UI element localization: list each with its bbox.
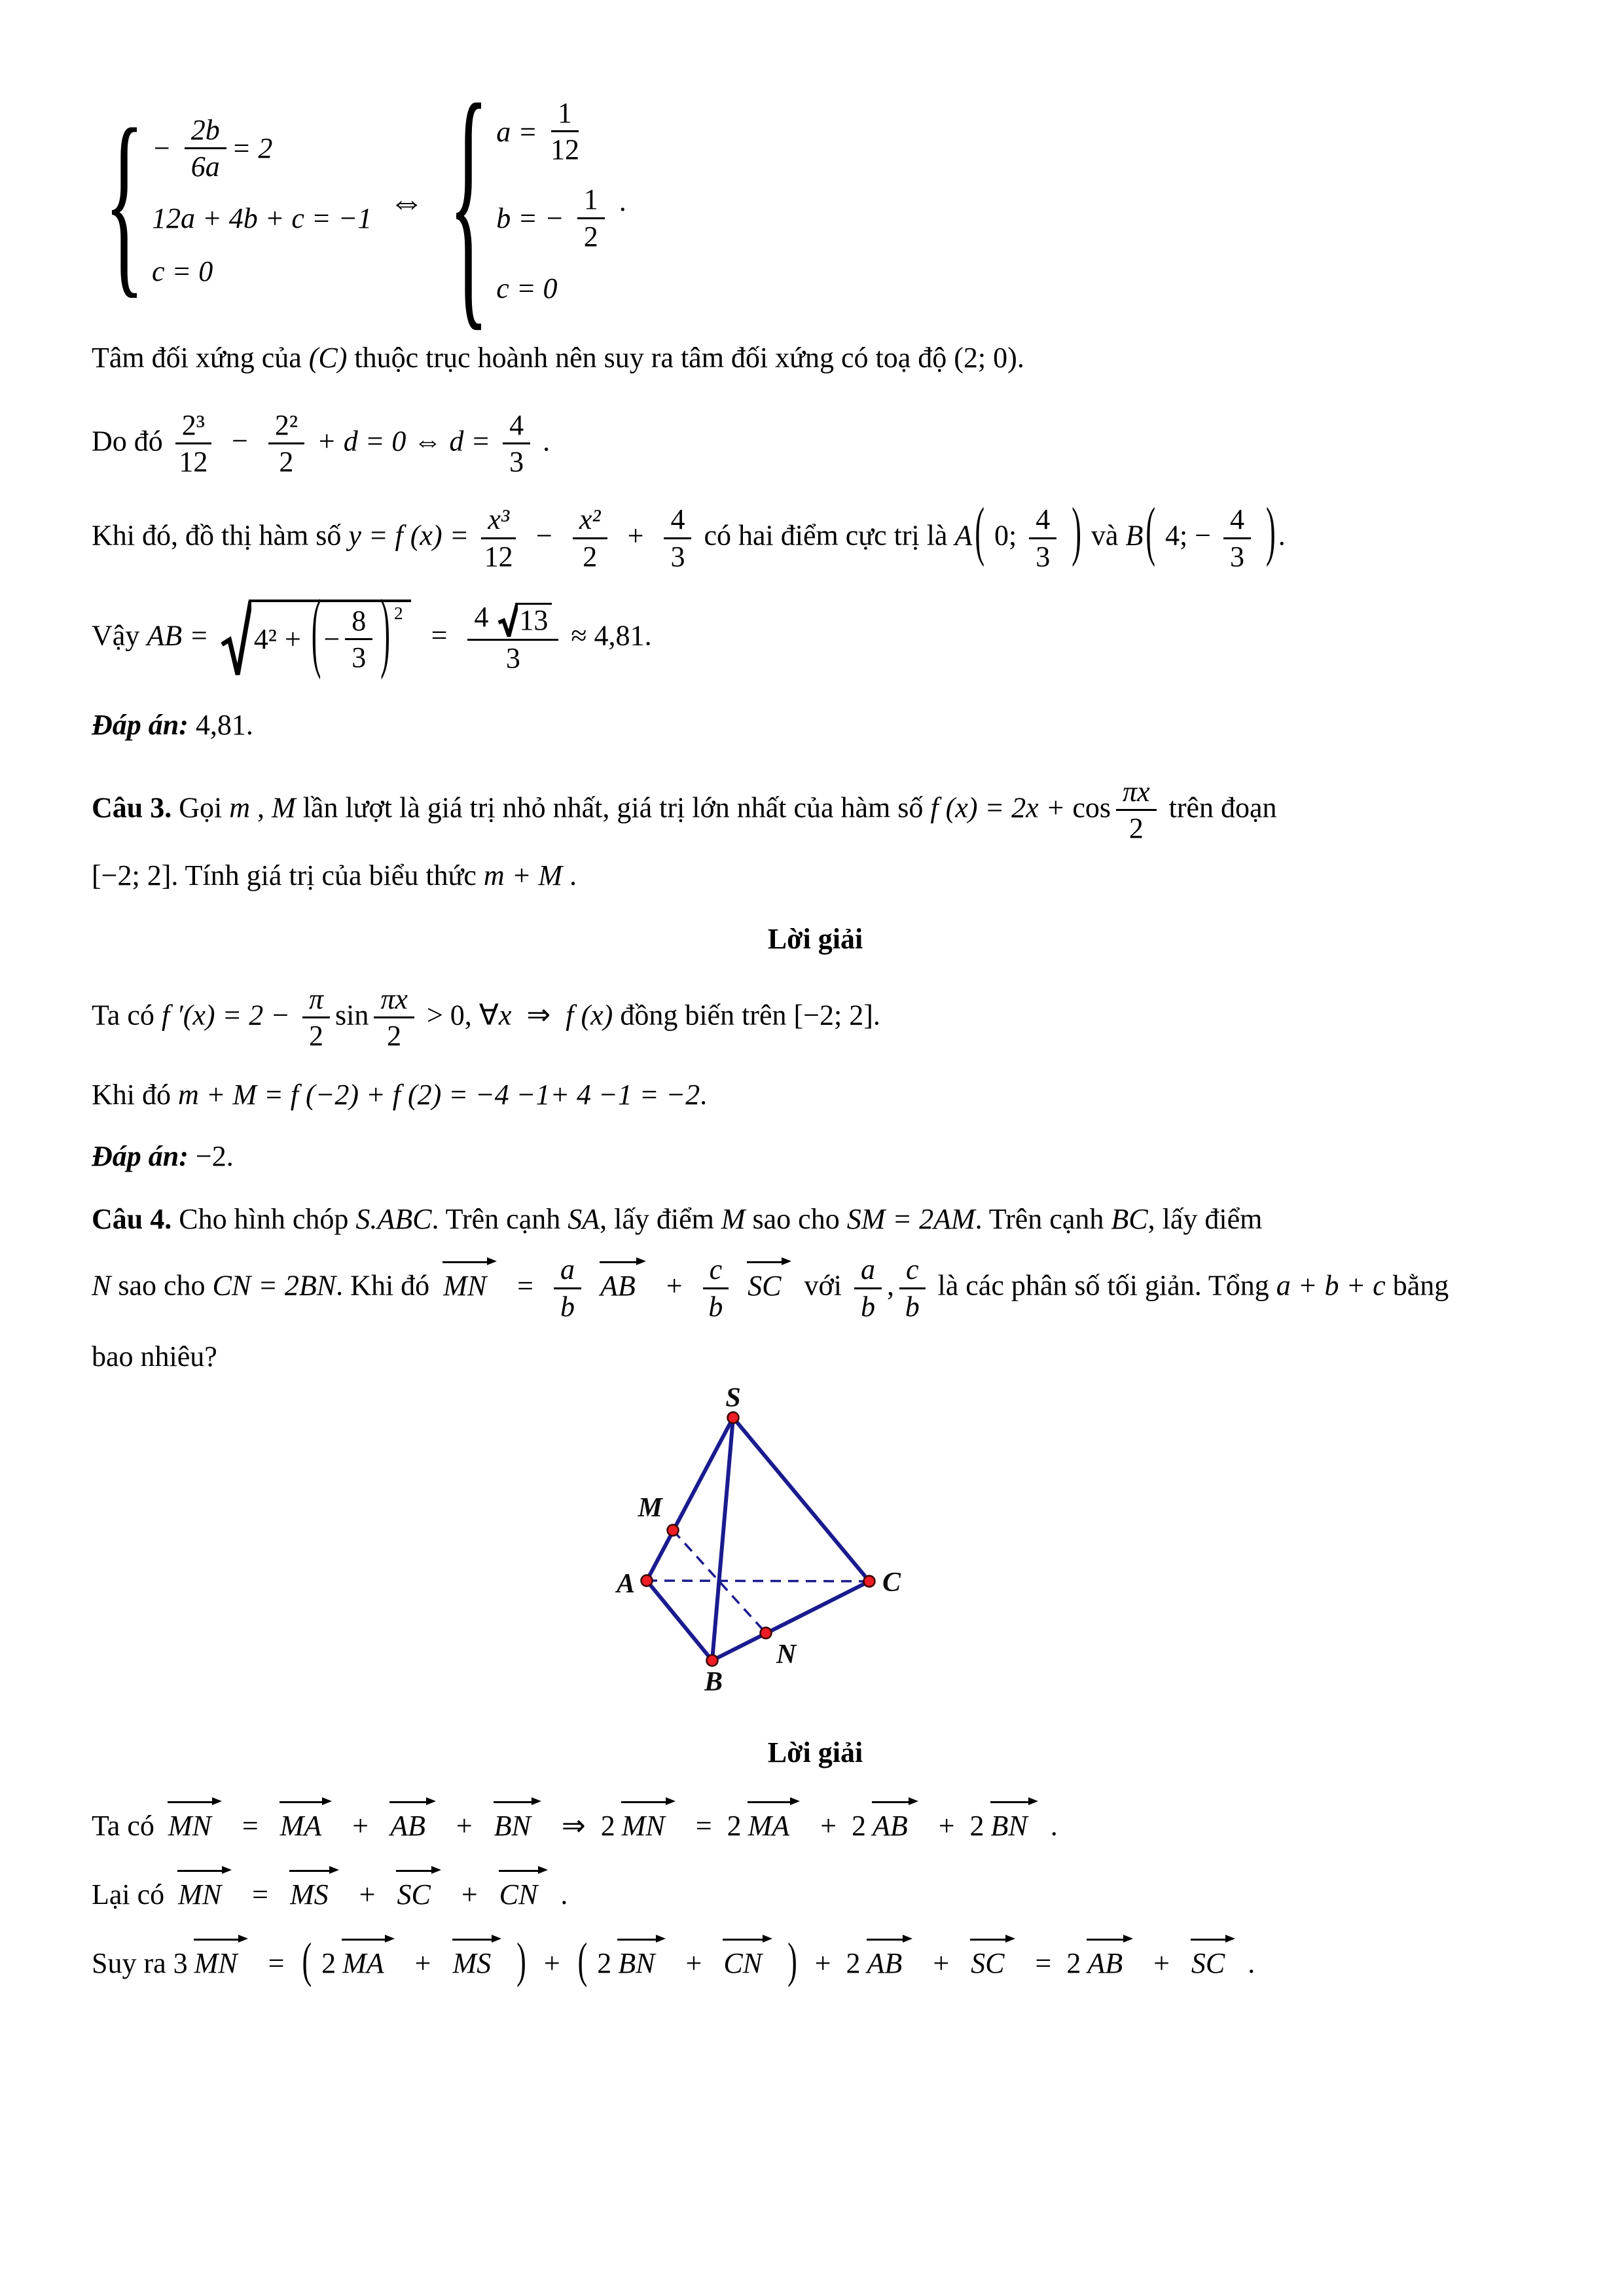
edge-BC: BC	[1111, 1203, 1148, 1236]
vector-CN: CN	[722, 1933, 772, 1982]
question-4-solution-1	[92, 1795, 1539, 1844]
denominator: 3	[1036, 540, 1051, 573]
vector-AB: AB	[1086, 1933, 1133, 1982]
text-run: thuộc trục hoành nên suy ra tâm đối xứng có toạ độ	[347, 341, 954, 374]
fraction-2cubed-12	[175, 410, 211, 477]
equation-vay-ab	[92, 581, 1539, 681]
math-run: ≈ 4,81	[571, 619, 645, 651]
solution-row-c: c = 0	[496, 272, 558, 304]
text-run: Khi đó	[92, 1079, 178, 1111]
fraction-a-b	[554, 1255, 581, 1321]
numerator: a	[854, 1255, 882, 1289]
op-minus: −	[536, 519, 552, 552]
fraction-2squared-2	[268, 410, 304, 477]
var-M: M	[272, 791, 296, 824]
text-run: và	[1091, 519, 1126, 552]
pyramid-svg	[609, 1386, 923, 1713]
denominator: 2	[308, 1019, 323, 1052]
fraction-pix-2	[1116, 777, 1157, 844]
period: .	[553, 1878, 568, 1911]
op-plus: +	[627, 519, 644, 552]
denominator: 2	[387, 1019, 402, 1052]
denominator: 3	[509, 446, 524, 478]
op-plus: +	[666, 1269, 683, 1302]
denominator: 6a	[190, 150, 220, 183]
equation-do-do	[92, 410, 1539, 477]
fraction-4sqrt13-3	[467, 602, 558, 673]
period: .	[1043, 1809, 1058, 1842]
text-run: sao cho	[111, 1269, 213, 1302]
question-3-solution-1	[92, 984, 1539, 1051]
period: .	[873, 998, 880, 1031]
label-N: N	[776, 1639, 797, 1670]
numerator: 1	[551, 98, 579, 132]
relation-SM: SM = 2AM	[846, 1203, 975, 1236]
interval: [−2; 2]	[793, 998, 873, 1031]
answer-line-1	[92, 708, 1539, 742]
iff-symbol: ⇔	[389, 181, 425, 221]
vector-MN: MN	[167, 1795, 222, 1844]
fraction-c-b	[703, 1255, 729, 1321]
numerator: 2³	[175, 410, 211, 444]
op-equals: =	[268, 1947, 285, 1980]
numerator: 4	[503, 410, 530, 444]
numerator: 4	[664, 505, 691, 539]
op-plus: +	[933, 1947, 950, 1980]
vector-SC: SC	[395, 1864, 441, 1913]
paren-open: (	[1146, 493, 1155, 567]
vertex-dot-A	[641, 1575, 653, 1586]
numerator: x²	[573, 505, 607, 539]
equation-khi-do-graph	[92, 493, 1539, 573]
text-run: Ta có	[92, 998, 162, 1031]
text-run: Ta có	[92, 1809, 162, 1842]
question-4-line-1	[92, 1200, 1539, 1238]
op-plus: +	[461, 1878, 478, 1911]
period: .	[1278, 519, 1286, 552]
denominator: b	[708, 1290, 723, 1323]
fraction-4-3	[1223, 505, 1251, 571]
fraction-4-3	[664, 505, 691, 571]
vector-MN: MN	[193, 1933, 248, 1982]
vector-CN: CN	[498, 1864, 549, 1913]
math-run: y = f (x) =	[348, 519, 469, 552]
denominator: 3	[1230, 540, 1245, 573]
paren-open: (	[975, 493, 985, 567]
minus-sign: −	[152, 132, 171, 165]
coefficient-3: 3	[173, 1947, 188, 1980]
text-run: Gọi	[171, 791, 230, 824]
vector-BN: BN	[617, 1933, 665, 1982]
question-4-solution-3	[92, 1933, 1539, 1988]
coefficient-2: 2	[846, 1947, 861, 1980]
vertex-dot-C	[864, 1575, 875, 1587]
answer-value: −2.	[188, 1140, 234, 1173]
solution-heading-2: Lời giải	[767, 1736, 863, 1768]
text-run: , lấy điểm	[1147, 1203, 1263, 1236]
radical-icon	[221, 600, 251, 677]
point-B: B	[1125, 519, 1144, 552]
vector-AB: AB	[389, 1795, 436, 1844]
op-plus: +	[938, 1809, 955, 1842]
label-C: C	[882, 1567, 901, 1598]
numerator: 2b	[185, 115, 226, 149]
left-brace: {	[104, 87, 145, 316]
coefficient-2: 2	[851, 1809, 866, 1842]
question-4-line-3: bao nhiêu?	[92, 1340, 217, 1372]
vector-SC: SC	[969, 1933, 1015, 1982]
op-equals: =	[431, 619, 448, 651]
answer-line-2	[92, 1139, 1539, 1173]
op-equals: =	[695, 1809, 712, 1842]
op-equals: =	[1035, 1947, 1052, 1980]
label-S: S	[725, 1385, 741, 1413]
period: .	[1240, 1947, 1255, 1980]
text-run: Khi đó, đồ thị hàm số	[92, 519, 349, 552]
period: .	[700, 1079, 708, 1111]
fraction-pix-2	[374, 984, 414, 1051]
text-run: . Khi đó	[336, 1269, 437, 1302]
numerator: 1	[577, 185, 605, 219]
math-run: 13	[519, 604, 549, 637]
numerator: x³	[481, 505, 516, 539]
system-row-1	[152, 115, 372, 182]
op-plus: +	[359, 1878, 376, 1911]
text-run: trên đoạn	[1161, 791, 1277, 824]
fraction-8-3	[345, 606, 372, 673]
math-run: f ′(x) = 2 −	[161, 998, 290, 1031]
sqrt-13	[498, 603, 552, 637]
fraction-x2-2	[573, 505, 607, 571]
op-plus: +	[820, 1809, 837, 1842]
math-run: 4; −	[1164, 519, 1212, 552]
math-run: 0;	[994, 519, 1017, 552]
question-3-line-1	[92, 777, 1539, 844]
fraction-1-2	[577, 185, 605, 251]
separator: ,	[250, 791, 272, 824]
separator: ,	[886, 1269, 894, 1302]
solution-row-a	[496, 98, 609, 165]
period: .	[543, 425, 550, 457]
op-plus: +	[352, 1809, 369, 1842]
paren-open: (	[311, 581, 321, 681]
edge-SA: SA	[568, 1203, 600, 1236]
period: .	[562, 859, 577, 892]
fraction-a-b	[854, 1255, 882, 1321]
square-root	[221, 581, 411, 681]
numerator: πx	[1116, 777, 1157, 811]
op-plus: +	[284, 623, 301, 656]
pyramid-name: S.ABC	[355, 1203, 432, 1236]
answer-label: Đáp án:	[92, 709, 189, 742]
vector-AB: AB	[599, 1255, 646, 1304]
vertex-dot-S	[728, 1412, 739, 1423]
numerator: πx	[374, 984, 414, 1018]
answer-label: Đáp án:	[92, 1140, 189, 1173]
text-run: Tâm đối xứng của	[92, 341, 309, 374]
denominator: 2	[279, 446, 294, 478]
denominator: 2	[583, 540, 598, 573]
point-dot-N	[761, 1627, 772, 1638]
vector-SC: SC	[746, 1255, 791, 1304]
op-plus: +	[456, 1809, 473, 1842]
denominator: 12	[550, 134, 579, 166]
text-run: là các phân số tối giản. Tổng	[930, 1269, 1276, 1302]
fraction-4-3	[1029, 505, 1056, 571]
sin-function: sin	[335, 998, 369, 1031]
edge-AB	[647, 1581, 712, 1660]
system-row-2: 12a + 4b + c = −1	[152, 202, 372, 235]
question-3-solution-2	[92, 1076, 1539, 1113]
question-3-line-2	[92, 857, 1539, 894]
point-A: A	[954, 519, 973, 552]
text-run: Lại có	[92, 1878, 172, 1911]
op-plus: +	[1153, 1947, 1170, 1980]
text-run: . Tính giá trị của biểu thức	[171, 859, 484, 892]
denominator: b	[905, 1290, 920, 1323]
text-run: có hai điểm cực trị là	[704, 519, 955, 552]
fraction-1-12	[550, 98, 579, 165]
text-run: với	[804, 1269, 849, 1302]
op-implies: ⇒	[526, 998, 551, 1031]
op-equals: =	[242, 1809, 259, 1842]
text-run: lần lượt là giá trị nhỏ nhất, giá trị lớn nhất của hàm số	[295, 791, 931, 824]
paren-close: )	[1072, 493, 1081, 567]
vector-MA: MA	[279, 1795, 333, 1844]
superscript-2: 2	[393, 603, 403, 623]
text-run: . Trên cạnh	[975, 1203, 1111, 1236]
vector-MS: MS	[452, 1933, 502, 1982]
b-equals-minus: b = −	[496, 202, 564, 235]
fraction-4-3	[503, 410, 530, 477]
denominator: b	[860, 1290, 875, 1323]
numerator: c	[899, 1255, 926, 1289]
coefficient-2: 2	[727, 1809, 742, 1842]
math-run: 4²	[253, 623, 277, 656]
answer-value: 4,81.	[188, 709, 253, 742]
paren-close: )	[516, 1933, 526, 1988]
paren-open: (	[302, 1933, 312, 1988]
system-row-3: c = 0	[152, 255, 213, 288]
denominator: 3	[670, 540, 685, 573]
vector-BN: BN	[990, 1795, 1038, 1844]
op-equals: =	[252, 1878, 268, 1911]
question-4-solution-2	[92, 1864, 1539, 1913]
vector-BN: BN	[493, 1795, 541, 1844]
fraction-c-b	[899, 1255, 926, 1321]
point-dot-M	[668, 1524, 679, 1535]
text-run: , lấy điểm	[600, 1203, 721, 1236]
radical-icon	[498, 603, 518, 637]
period: .	[619, 185, 626, 218]
denominator: 3	[505, 642, 520, 675]
op-plus: +	[414, 1947, 431, 1980]
sum-abc: a + b + c	[1276, 1269, 1386, 1302]
op-equals: =	[517, 1269, 533, 1302]
text-run: bằng	[1385, 1269, 1449, 1302]
solution-row-b	[496, 185, 609, 251]
math-run: + d = 0 ⇔ d =	[317, 425, 491, 457]
pyramid-figure	[609, 1386, 923, 1720]
numerator: 8	[345, 606, 372, 640]
numerator	[467, 602, 558, 641]
numerator: 4	[1223, 505, 1251, 539]
vector-MS: MS	[289, 1864, 339, 1913]
period: .	[644, 619, 652, 651]
denominator: 3	[352, 641, 367, 673]
op-implies: ⇒	[561, 1809, 586, 1842]
fraction-2b-6a	[185, 115, 226, 182]
solution-heading-1: Lời giải	[767, 922, 863, 955]
edge-SC	[733, 1418, 869, 1581]
denominator: b	[560, 1290, 575, 1323]
text-run: Suy ra	[92, 1947, 173, 1980]
numerator: a	[554, 1255, 581, 1289]
coefficient-2: 2	[600, 1809, 615, 1842]
numerator: 2²	[268, 410, 304, 444]
vector-MN: MN	[442, 1255, 497, 1304]
text-run: Do đó	[92, 425, 170, 457]
denominator: 12	[484, 540, 513, 573]
math-run: m + M	[483, 859, 563, 892]
math-run: 4	[474, 601, 489, 634]
curve-C: (C)	[308, 341, 348, 374]
right-brace: {	[448, 49, 489, 354]
question-3-label: Câu 3.	[92, 791, 172, 824]
paren-close: )	[787, 1933, 797, 1988]
point-N: N	[92, 1269, 111, 1302]
numerator: π	[302, 984, 330, 1018]
text-run: đồng biến trên	[613, 998, 794, 1031]
text-run: Vậy	[92, 619, 147, 651]
text-run: Cho hình chóp	[171, 1203, 356, 1236]
math-run: m + M = f (−2) + f (2) = −4 −1+ 4 −1 = −2	[178, 1079, 700, 1111]
coefficient-2: 2	[1066, 1947, 1081, 1980]
question-4-line-2	[92, 1255, 1539, 1321]
vector-MN: MN	[177, 1864, 232, 1913]
system-right-column	[496, 98, 609, 305]
coefficient-2: 2	[969, 1809, 984, 1842]
interval: [−2; 2]	[92, 859, 171, 892]
vector-AB: AB	[871, 1795, 918, 1844]
var-x: x	[498, 998, 512, 1031]
relation-CN: CN = 2BN	[212, 1269, 336, 1302]
numerator: c	[703, 1255, 729, 1289]
op-minus: −	[323, 623, 340, 656]
equals-2: = 2	[231, 132, 273, 165]
vector-MA: MA	[341, 1933, 395, 1982]
fraction-x3-12	[481, 505, 516, 571]
vector-MN: MN	[621, 1795, 676, 1844]
text-run: . Trên cạnh	[431, 1203, 568, 1236]
coefficient-2: 2	[597, 1947, 612, 1980]
label-B: B	[704, 1666, 723, 1697]
paren-open: (	[577, 1933, 588, 1988]
op-plus: +	[685, 1947, 702, 1980]
vector-MA: MA	[747, 1795, 801, 1844]
coefficient-2: 2	[321, 1947, 336, 1980]
equation-system	[97, 49, 1539, 354]
math-run: > 0, ∀	[426, 998, 499, 1031]
coordinate: (2; 0)	[954, 341, 1017, 374]
vertex-dot-B	[707, 1655, 718, 1666]
denominator: 2	[583, 220, 598, 253]
denominator: 2	[1128, 812, 1144, 845]
fraction-pi-2	[302, 984, 330, 1051]
op-plus: +	[814, 1947, 831, 1980]
math-run: AB =	[147, 619, 209, 651]
numerator: 4	[1029, 505, 1056, 539]
point-M: M	[721, 1203, 746, 1236]
question-4-label: Câu 4.	[92, 1203, 172, 1236]
math-run: f (x)	[566, 998, 613, 1031]
paren-close: )	[1266, 493, 1276, 567]
system-left-column	[152, 115, 372, 288]
var-m: m	[229, 791, 251, 824]
op-plus: +	[543, 1947, 560, 1980]
label-A: A	[616, 1568, 635, 1599]
period: .	[1017, 341, 1024, 374]
vector-AB: AB	[866, 1933, 913, 1982]
op-minus: −	[231, 425, 248, 457]
vector-SC: SC	[1190, 1933, 1235, 1982]
denominator: 12	[179, 446, 208, 478]
math-run: f (x) = 2x +	[930, 791, 1066, 824]
text-run: sao cho	[745, 1203, 847, 1236]
label-M: M	[638, 1492, 662, 1523]
cos-function: cos	[1072, 791, 1111, 824]
paragraph-symmetry-center	[92, 339, 1539, 376]
a-equals: a =	[496, 115, 537, 148]
paren-close: )	[380, 581, 390, 681]
